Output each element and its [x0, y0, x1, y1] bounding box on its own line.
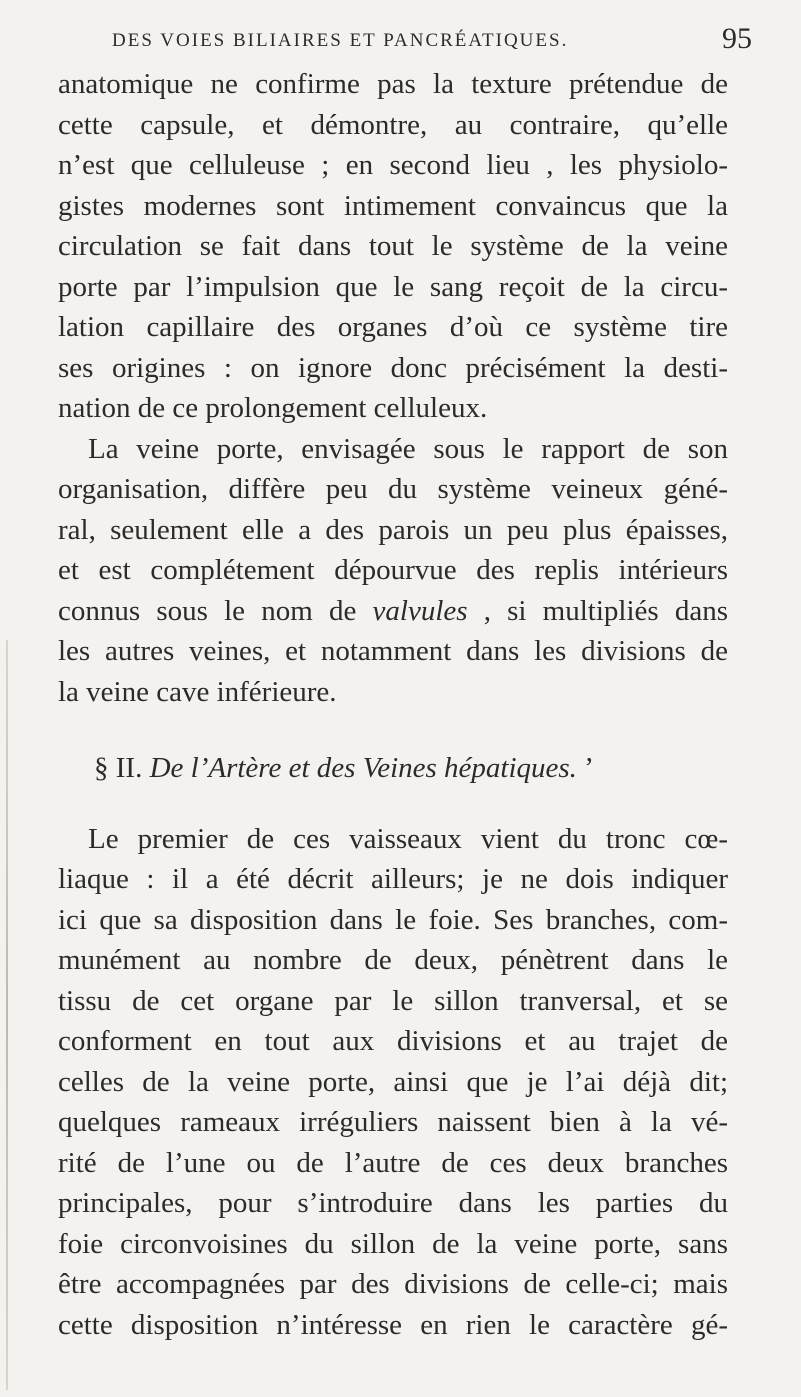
text-line: conforment en tout aux divisions et au trajet de: [58, 1025, 728, 1057]
text-line: les autres veines, et notamment dans les divisions de: [58, 635, 728, 667]
text-line: ses origines : on ignore donc précisément la desti-: [58, 351, 728, 384]
text-line: [58, 591, 728, 632]
text-line: porte par l’impulsion que le sang reçoit de la circu-: [58, 270, 728, 303]
text-line: n’est que celluleuse ; en second lieu , les physiolo-: [58, 149, 728, 181]
section-number: § II.: [94, 752, 143, 784]
italic-term: valvules: [372, 594, 468, 627]
section-title: De l’Artère et des Veines hépatiques.: [149, 752, 577, 784]
text-line: la veine cave inférieure.: [58, 675, 337, 708]
text-line: foie circonvoisines du sillon de la veine porte, sans: [58, 1227, 728, 1260]
text-line: principales, pour s’introduire dans les parties du: [58, 1187, 728, 1219]
text-fragment: , si multipliés dans: [483, 594, 729, 627]
text-line: tissu de cet organe par le sillon tranversal, et se: [58, 984, 728, 1017]
text-line: liaque : il a été décrit ailleurs; je ne dois indiquer: [58, 863, 728, 895]
section-mark: ’: [584, 752, 594, 784]
text-line: ral, seulement elle a des parois un peu plus épaisses,: [58, 513, 728, 546]
text-line: et est complétement dépourvue des replis intérieurs: [58, 554, 728, 586]
text-line: être accompagnées par des divisions de celle-ci; mais: [58, 1268, 728, 1300]
text-line: munément au nombre de deux, pénètrent dans le: [58, 944, 728, 976]
page-number: 95: [722, 22, 752, 55]
text-line: anatomique ne confirme pas la texture prétendue de: [58, 68, 728, 100]
text-line: circulation se fait dans tout le système de la veine: [58, 230, 728, 262]
paragraph-2: [58, 429, 728, 713]
paragraph-1: [58, 64, 728, 429]
text-line: lation capillaire des organes d’où ce système tire: [58, 311, 728, 343]
body-text: [58, 64, 728, 1345]
running-head: DES VOIES BILIAIRES ET PANCRÉATIQUES.: [112, 30, 569, 51]
text-line: rité de l’une ou de l’autre de ces deux branches: [58, 1146, 728, 1179]
text-line: ici que sa disposition dans le foie. Ses branches, com-: [58, 903, 728, 936]
text-fragment: connus sous le nom de: [58, 594, 357, 627]
paragraph-3: [58, 819, 728, 1346]
text-line: Le premier de ces vaisseaux vient du tronc cœ-: [88, 822, 728, 855]
text-line: cette capsule, et démontre, au contraire, qu’elle: [58, 108, 728, 141]
section-heading: [58, 748, 728, 789]
text-line: nation de ce prolongement celluleux.: [58, 392, 488, 424]
text-line: quelques rameaux irréguliers naissent bien à la vé-: [58, 1106, 728, 1138]
text-line: gistes modernes sont intimement convaincus que la: [58, 189, 728, 222]
text-line: cette disposition n’intéresse en rien le caractère gé-: [58, 1308, 728, 1341]
text-line: organisation, diffère peu du système veineux géné-: [58, 473, 728, 505]
page-edge-shadow: [6, 640, 8, 1390]
text-line: La veine porte, envisagée sous le rapport de son: [88, 432, 728, 465]
text-line: celles de la veine porte, ainsi que je l’ai déjà dit;: [58, 1065, 728, 1098]
